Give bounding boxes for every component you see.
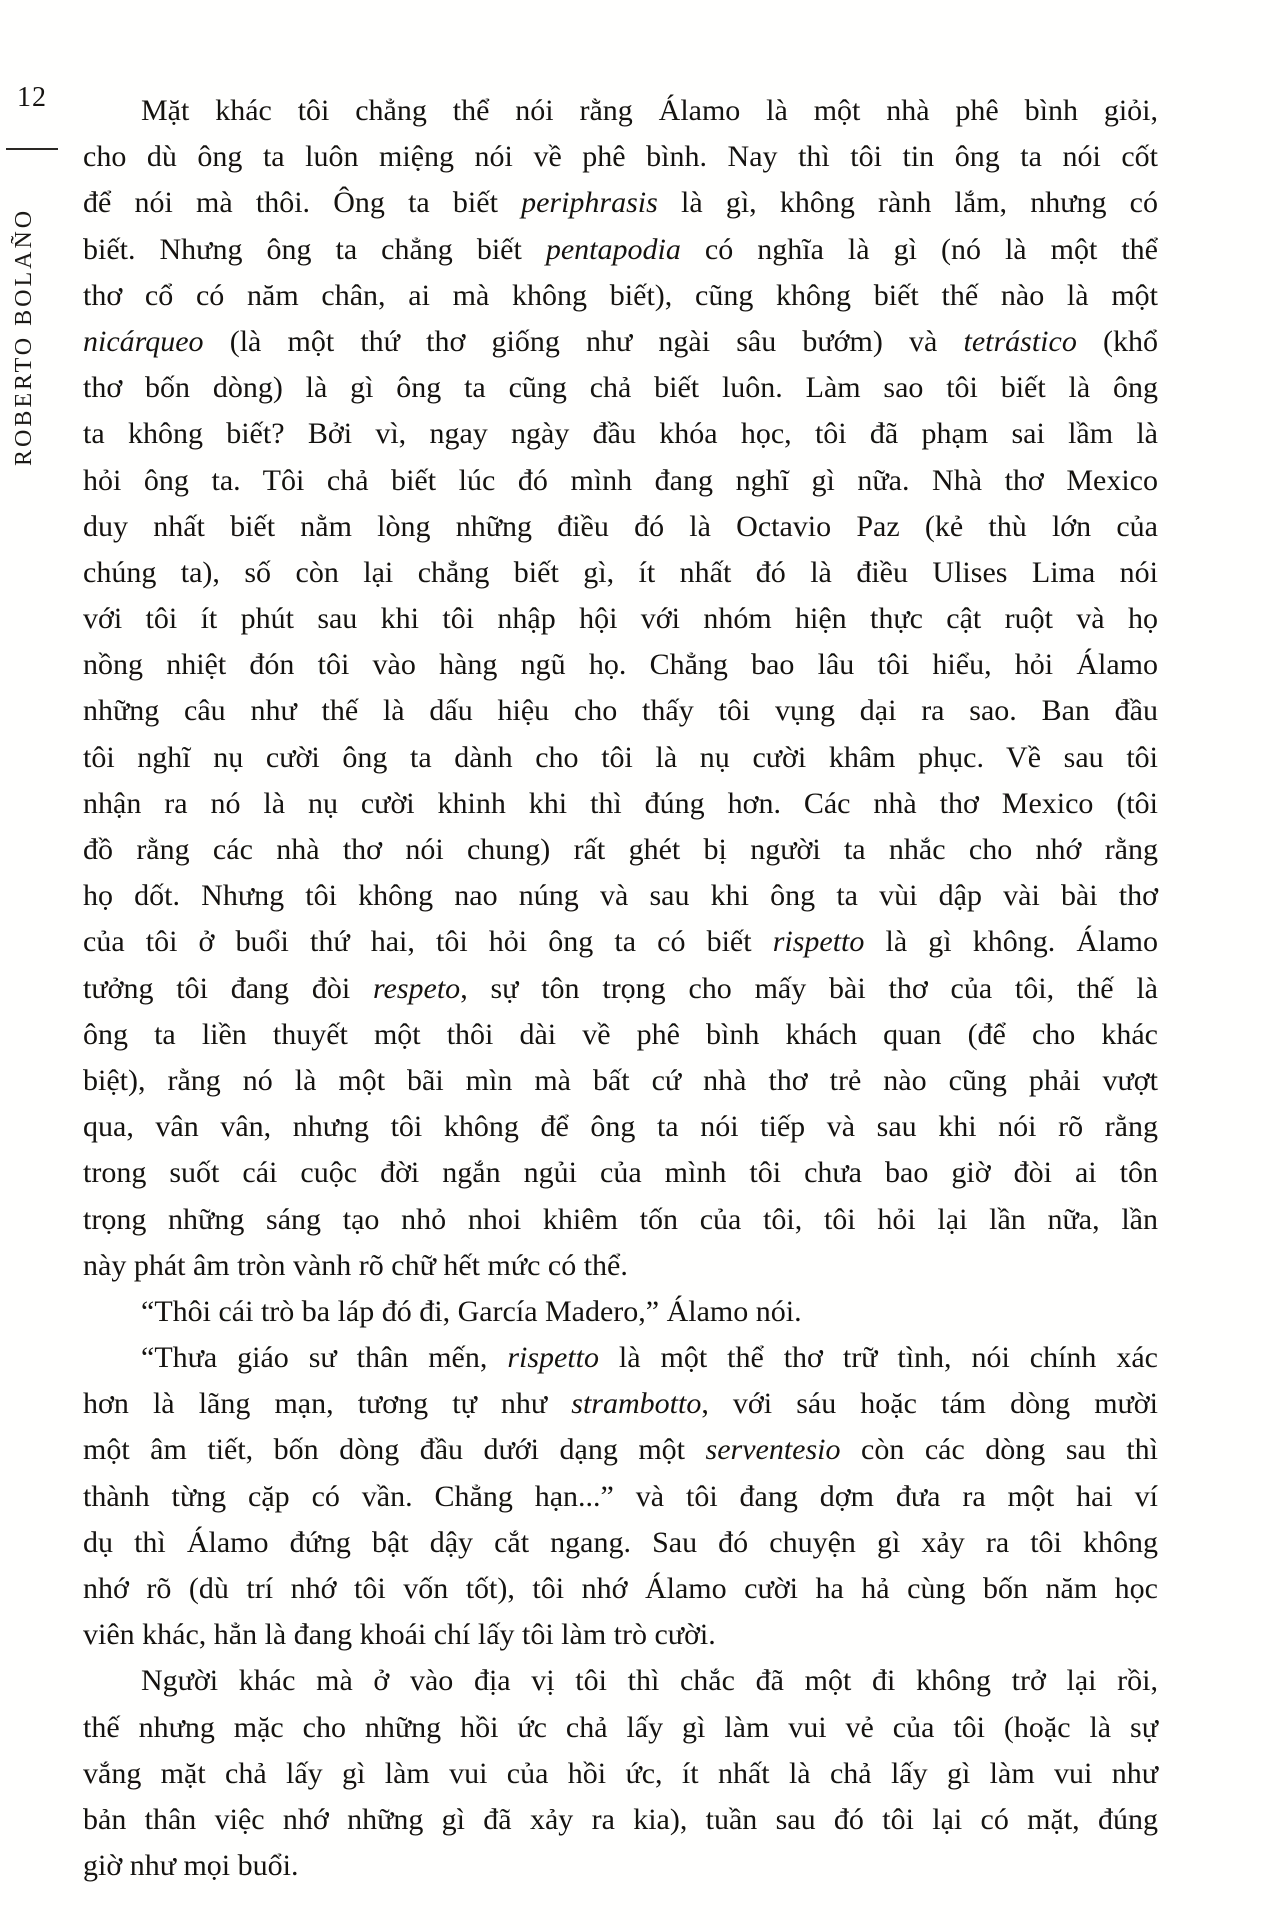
text-segment: biết. Nhưng ông ta chẳng biết (83, 232, 546, 266)
text-segment: thơ cổ có năm chân, ai mà không biết), cũng không biết thế nào là một (83, 278, 1158, 312)
text-line (83, 1751, 1158, 1797)
text-line (83, 1705, 1158, 1751)
text-line (83, 1658, 1158, 1704)
body-text (83, 88, 1158, 1889)
text-line (83, 134, 1158, 180)
text-line (83, 1197, 1158, 1243)
text-line (83, 1427, 1158, 1473)
italic-term: nicárqueo (83, 324, 204, 358)
text-segment: để nói mà thôi. Ông ta biết (83, 186, 522, 220)
text-segment: đồ rằng các nhà thơ nói chung) rất ghét bị người ta nhắc cho nhớ rằng (83, 833, 1158, 866)
text-segment: duy nhất biết nằm lòng những điều đó là Octavio Paz (kẻ thù lớn của (83, 509, 1158, 543)
italic-term: tetrástico (963, 324, 1077, 358)
text-segment: dụ thì Álamo đứng bật dậy cắt ngang. Sau đó chuyện gì xảy ra tôi không (83, 1525, 1158, 1559)
text-segment: thế nhưng mặc cho những hồi ức chả lấy gì làm vui vẻ của tôi (hoặc là sự (83, 1710, 1158, 1744)
text-segment: những câu như thế là dấu hiệu cho thấy tôi vụng dại ra sao. Ban đầu (83, 694, 1158, 728)
italic-term: rispetto (772, 925, 865, 959)
text-segment: chúng ta), số còn lại chẳng biết gì, ít nhất đó là điều Ulises Lima nói (83, 555, 1158, 589)
italic-term: rispetto (507, 1341, 599, 1375)
text-line (83, 873, 1158, 919)
text-line (83, 1058, 1158, 1104)
text-line (83, 1289, 1158, 1335)
text-line (83, 919, 1158, 965)
text-segment: hỏi ông ta. Tôi chả biết lúc đó mình đang nghĩ gì nữa. Nhà thơ Mexico (83, 463, 1158, 497)
text-segment: cho dù ông ta luôn miệng nói về phê bình. Nay thì tôi tin ông ta nói cốt (83, 140, 1158, 174)
text-segment: nhớ rõ (dù trí nhớ tôi vốn tốt), tôi nhớ Álamo cười ha hả cùng bốn năm học (83, 1572, 1158, 1605)
text-line (83, 735, 1158, 781)
text-segment: thành từng cặp có vần. Chẳng hạn...” và tôi đang dợm đưa ra một hai ví (83, 1479, 1158, 1513)
text-line (83, 550, 1158, 596)
text-line (83, 1520, 1158, 1566)
text-segment: này phát âm tròn vành rõ chữ hết mức có thể. (83, 1248, 628, 1282)
text-segment: Người khác mà ở vào địa vị tôi thì chắc đã một đi không trở lại rồi, (141, 1664, 1158, 1698)
text-line (83, 1104, 1158, 1150)
text-segment: biệt), rằng nó là một bãi mìn mà bất cứ nhà thơ trẻ nào cũng phải vượt (83, 1063, 1158, 1097)
italic-term: respeto (372, 971, 461, 1005)
text-line (83, 1843, 1158, 1889)
text-line (83, 1381, 1158, 1427)
text-line (83, 1797, 1158, 1843)
text-line (83, 1150, 1158, 1196)
text-segment: (khổ (1076, 324, 1158, 358)
text-line (83, 180, 1158, 226)
italic-term: strambotto (571, 1387, 702, 1421)
text-line (83, 1243, 1158, 1289)
text-segment: vắng mặt chả lấy gì làm vui của hồi ức, ít nhất là chả lấy gì làm vui như (83, 1756, 1158, 1790)
text-line (83, 365, 1158, 411)
text-segment: một âm tiết, bốn dòng đầu dưới dạng một (83, 1433, 706, 1467)
text-line (83, 1474, 1158, 1520)
text-segment: của tôi ở buổi thứ hai, tôi hỏi ông ta có biết (83, 925, 773, 959)
text-line (83, 642, 1158, 688)
text-line (83, 411, 1158, 457)
text-segment: họ dốt. Nhưng tôi không nao núng và sau khi ông ta vùi dập vài bài thơ (83, 879, 1158, 913)
text-segment: giờ như mọi buổi. (83, 1849, 299, 1883)
text-segment: ta không biết? Bởi vì, ngay ngày đầu khóa học, tôi đã phạm sai lầm là (83, 417, 1158, 451)
text-segment: , sự tôn trọng cho mấy bài thơ của tôi, thế là (460, 971, 1158, 1005)
text-segment: “Thôi cái trò ba láp đó đi, García Madero,” Álamo nói. (141, 1294, 802, 1328)
text-line (83, 1012, 1158, 1058)
text-line (83, 273, 1158, 319)
text-segment: là gì, không rành lắm, nhưng có (657, 186, 1158, 220)
text-segment: còn các dòng sau thì (840, 1433, 1158, 1467)
italic-term: periphrasis (521, 186, 658, 220)
text-segment: tôi nghĩ nụ cười ông ta dành cho tôi là nụ cười khâm phục. Về sau tôi (83, 740, 1158, 774)
text-segment: , với sáu hoặc tám dòng mười (701, 1387, 1158, 1421)
text-line (83, 319, 1158, 365)
page-number-rule (6, 148, 58, 150)
text-line (83, 504, 1158, 550)
text-line (83, 1335, 1158, 1381)
text-line (83, 781, 1158, 827)
text-segment: là gì không. Álamo (864, 925, 1159, 959)
text-line (83, 827, 1158, 873)
text-line (83, 688, 1158, 734)
text-segment: là một thể thơ trữ tình, nói chính xác (598, 1341, 1158, 1375)
text-segment: tưởng tôi đang đòi (83, 971, 373, 1005)
text-segment: nồng nhiệt đón tôi vào hàng ngũ họ. Chẳng bao lâu tôi hiểu, hỏi Álamo (83, 648, 1158, 682)
text-line (83, 458, 1158, 504)
text-segment: qua, vân vân, nhưng tôi không để ông ta nói tiếp và sau khi nói rõ rằng (83, 1110, 1158, 1144)
page-number: 12 (17, 82, 47, 113)
text-segment: “Thưa giáo sư thân mến, (141, 1341, 508, 1375)
text-segment: Mặt khác tôi chẳng thể nói rằng Álamo là một nhà phê bình giỏi, (141, 94, 1158, 127)
text-segment: với tôi ít phút sau khi tôi nhập hội với nhóm hiện thực cật ruột và họ (83, 602, 1158, 636)
author-running-head: ROBERTO BOLAÑO (11, 207, 37, 466)
text-segment: hơn là lãng mạn, tương tự như (83, 1387, 572, 1421)
text-line (83, 966, 1158, 1012)
text-line (83, 1612, 1158, 1658)
text-line (83, 88, 1158, 134)
text-line (83, 227, 1158, 273)
italic-term: pentapodia (545, 232, 681, 266)
text-segment: có nghĩa là gì (nó là một thể (680, 232, 1158, 266)
text-segment: viên khác, hẳn là đang khoái chí lấy tôi làm trò cười. (83, 1618, 716, 1652)
text-segment: ông ta liền thuyết một thôi dài về phê bình khách quan (để cho khác (83, 1017, 1158, 1051)
text-segment: (là một thứ thơ giống như ngài sâu bướm) và (203, 324, 964, 358)
text-segment: nhận ra nó là nụ cười khinh khi thì đúng hơn. Các nhà thơ Mexico (tôi (83, 786, 1158, 820)
text-segment: thơ bốn dòng) là gì ông ta cũng chả biết luôn. Làm sao tôi biết là ông (83, 371, 1158, 405)
text-segment: trong suốt cái cuộc đời ngắn ngủi của mình tôi chưa bao giờ đòi ai tôn (83, 1156, 1158, 1190)
italic-term: serventesio (705, 1433, 841, 1467)
text-line (83, 1566, 1158, 1612)
text-segment: trọng những sáng tạo nhỏ nhoi khiêm tốn của tôi, tôi hỏi lại lần nữa, lần (83, 1202, 1158, 1236)
text-segment: bản thân việc nhớ những gì đã xảy ra kia), tuần sau đó tôi lại có mặt, đúng (83, 1802, 1158, 1836)
text-line (83, 596, 1158, 642)
